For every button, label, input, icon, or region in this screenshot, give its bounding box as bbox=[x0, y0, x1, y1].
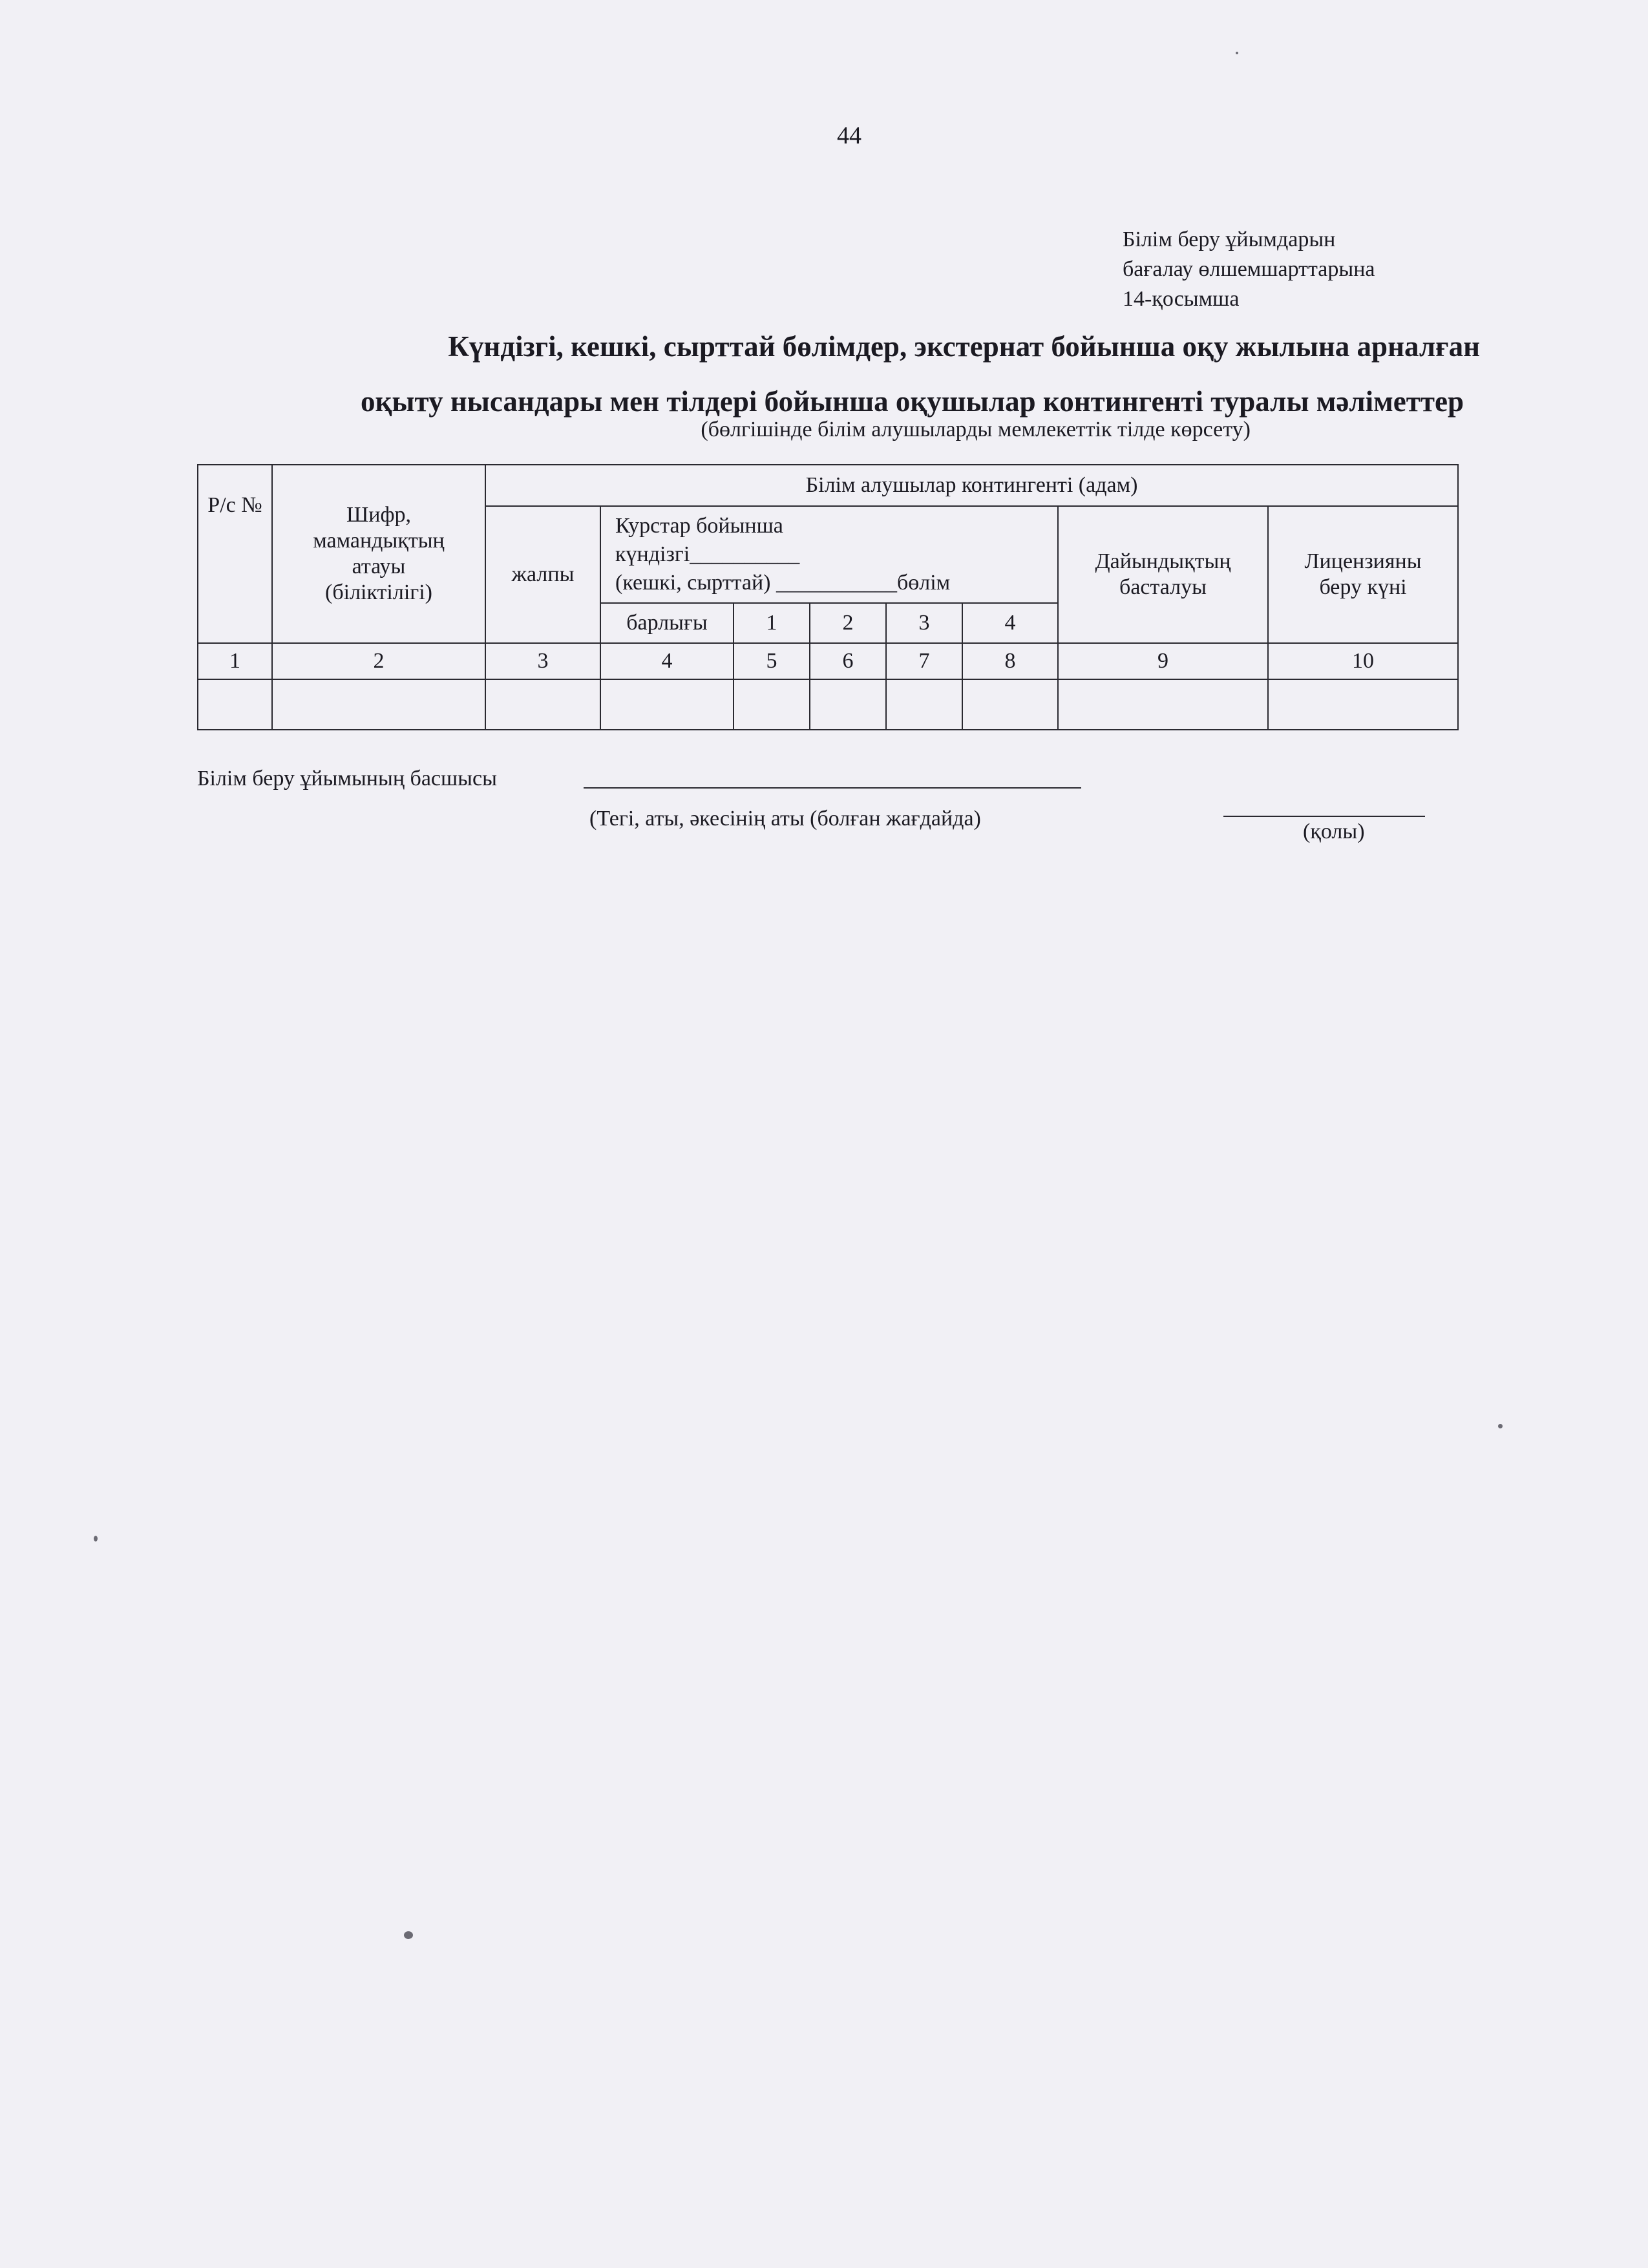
header-specialty-line-2: мамандықтың bbox=[313, 529, 445, 553]
header-all: барлығы bbox=[600, 603, 734, 643]
header-prep-start-line-2: басталуы bbox=[1119, 575, 1207, 599]
sign-caption: (қолы) bbox=[1303, 820, 1365, 843]
column-number-7: 7 bbox=[886, 643, 962, 679]
header-courses bbox=[600, 506, 1058, 603]
document-title-line-1: Күндізгі, кешкі, сырттай бөлімдер, экстернат бойынша оқу жылына арналған bbox=[448, 330, 1480, 363]
header-specialty bbox=[272, 465, 485, 643]
header-license-date bbox=[1268, 506, 1458, 643]
column-number-10: 10 bbox=[1268, 643, 1458, 679]
header-license-date-line-2: беру күні bbox=[1319, 575, 1407, 599]
annex-reference bbox=[1123, 225, 1375, 314]
page-number: 44 bbox=[837, 122, 861, 149]
column-number-5: 5 bbox=[734, 643, 810, 679]
document-subtitle: (бөлгішінде білім алушыларды мемлекеттік тілде көрсету) bbox=[701, 418, 1251, 441]
header-specialty-line-4: (біліктілігі) bbox=[325, 580, 432, 604]
empty-cell bbox=[734, 679, 810, 730]
header-courses-line-3: (кешкі, сырттай) ___________бөлім bbox=[615, 571, 951, 595]
column-number-1: 1 bbox=[198, 643, 272, 679]
annex-line-1: Білім беру ұйымдарын bbox=[1123, 228, 1336, 251]
header-license-date-line-1: Лицензияны bbox=[1304, 549, 1422, 573]
header-course-3: 3 bbox=[886, 603, 962, 643]
header-course-2: 2 bbox=[810, 603, 886, 643]
signature-label: Білім беру ұйымының басшысы bbox=[197, 767, 497, 790]
column-number-row bbox=[198, 643, 1458, 679]
header-row-number bbox=[198, 465, 272, 643]
annex-line-3: 14-қосымша bbox=[1123, 287, 1240, 311]
empty-cell bbox=[1268, 679, 1458, 730]
empty-data-row bbox=[198, 679, 1458, 730]
column-number-6: 6 bbox=[810, 643, 886, 679]
empty-cell bbox=[962, 679, 1058, 730]
header-contingent-group: Білім алушылар контингенті (адам) bbox=[485, 465, 1458, 506]
column-number-2: 2 bbox=[272, 643, 485, 679]
header-prep-start-line-1: Дайындықтың bbox=[1095, 549, 1231, 573]
header-course-1: 1 bbox=[734, 603, 810, 643]
header-total: жалпы bbox=[485, 506, 600, 643]
sign-line bbox=[1223, 816, 1425, 817]
header-course-4: 4 bbox=[962, 603, 1058, 643]
annex-line-2: бағалау өлшемшарттарына bbox=[1123, 257, 1375, 281]
empty-cell bbox=[1058, 679, 1268, 730]
header-specialty-line-1: Шифр, bbox=[346, 503, 412, 527]
contingent-table bbox=[197, 464, 1459, 730]
column-number-3: 3 bbox=[485, 643, 600, 679]
column-number-8: 8 bbox=[962, 643, 1058, 679]
empty-cell bbox=[600, 679, 734, 730]
header-courses-line-2: күндізгі__________ bbox=[615, 542, 800, 566]
empty-cell bbox=[272, 679, 485, 730]
document-title-line-2: оқыту нысандары мен тілдері бойынша оқушылар контингенті туралы мәліметтер bbox=[361, 385, 1464, 418]
column-number-4: 4 bbox=[600, 643, 734, 679]
name-caption: (Тегі, аты, әкесінің аты (болған жағдайда) bbox=[589, 807, 981, 831]
paper-speck bbox=[1498, 1424, 1503, 1428]
paper-speck bbox=[94, 1536, 98, 1542]
header-courses-line-1: Курстар бойынша bbox=[615, 514, 783, 538]
name-signature-line bbox=[584, 787, 1081, 789]
empty-cell bbox=[198, 679, 272, 730]
column-number-9: 9 bbox=[1058, 643, 1268, 679]
header-row-number-label: Р/с № bbox=[207, 493, 262, 517]
paper-speck bbox=[404, 1931, 413, 1939]
header-specialty-line-3: атауы bbox=[352, 555, 406, 578]
empty-cell bbox=[485, 679, 600, 730]
empty-cell bbox=[810, 679, 886, 730]
paper-speck bbox=[1236, 52, 1238, 54]
empty-cell bbox=[886, 679, 962, 730]
header-prep-start bbox=[1058, 506, 1268, 643]
